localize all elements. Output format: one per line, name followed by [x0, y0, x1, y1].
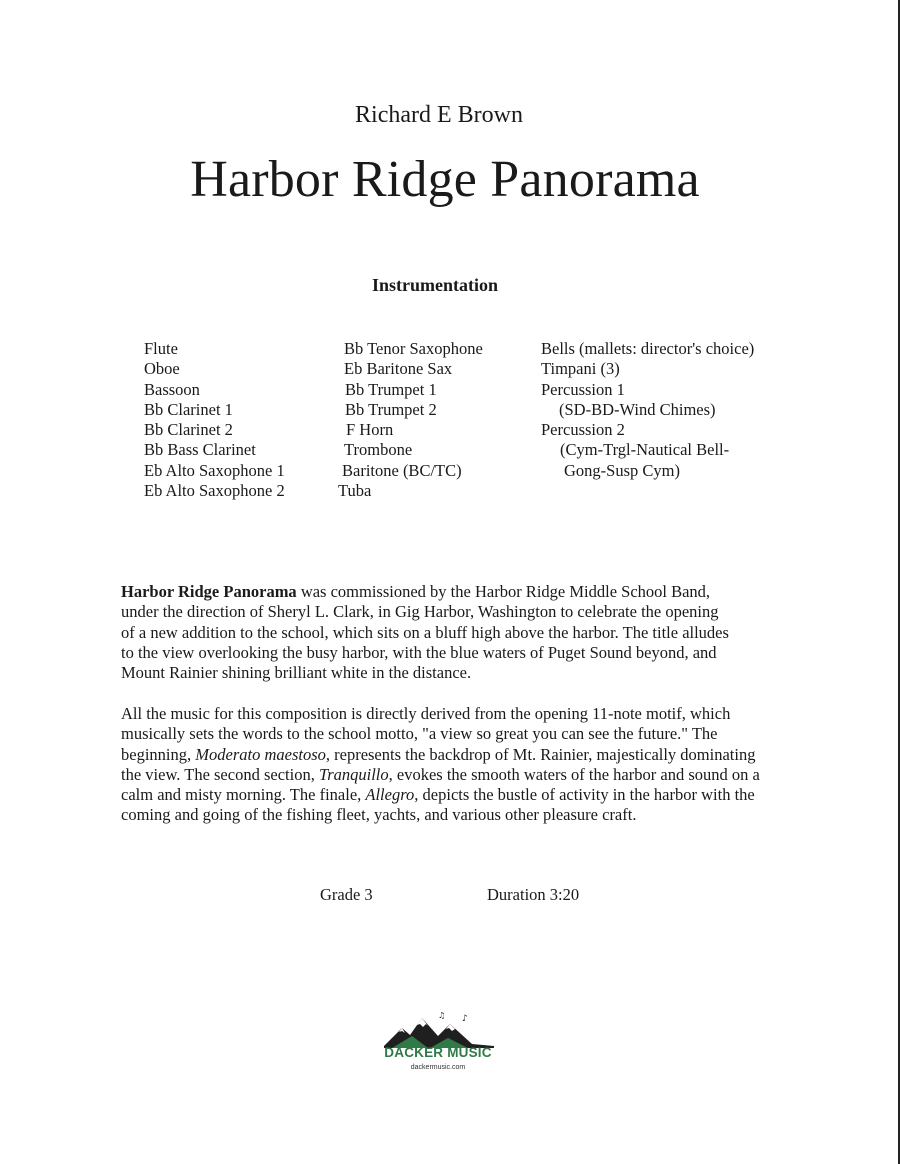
- text-line: Mount Rainier shining brilliant white in the distance.: [121, 663, 472, 683]
- instrument-item: F Horn: [346, 420, 394, 440]
- title-lead: Harbor Ridge Panorama: [121, 582, 297, 601]
- program-note-paragraph-1: [121, 582, 821, 683]
- duration-label: Duration 3:20: [487, 885, 580, 904]
- text-line: , represents the backdrop of Mt. Rainier, majestically dominating: [325, 744, 756, 764]
- instrument-item: (Cym-Trgl-Nautical Bell-: [560, 440, 730, 460]
- instrument-item: Bells (mallets: director's choice): [541, 339, 755, 358]
- text-line: under the direction of Sheryl L. Clark, in Gig Harbor, Washington to celebrate the opening: [121, 602, 719, 622]
- instrument-item: Bb Trumpet 2: [345, 399, 437, 419]
- instrument-item: Oboe: [144, 359, 180, 379]
- instrumentation-heading: Instrumentation: [371, 275, 498, 295]
- instrument-item: Percussion 2: [541, 420, 625, 440]
- text-line: , evokes the smooth waters of the harbor and sound on a: [388, 764, 760, 784]
- instrument-item: Bb Bass Clarinet: [144, 440, 256, 460]
- instrument-column-woodwinds: [144, 339, 285, 501]
- instrument-item: Bassoon: [144, 379, 200, 399]
- svg-text:♫: ♫: [438, 1011, 446, 1020]
- text-line: musically sets the words to the school motto, "a view so great you can see the future." The: [121, 724, 718, 744]
- instrument-item: Bb Trumpet 1: [345, 379, 437, 399]
- text-line: , depicts the bustle of activity in the harbor with the: [414, 785, 755, 805]
- instrument-column-brass: [338, 339, 483, 501]
- instrument-item: Trombone: [344, 440, 413, 460]
- instrument-item: Bb Tenor Saxophone: [344, 339, 483, 358]
- tempo-marking: Allegro: [365, 785, 415, 805]
- instrument-item: Eb Alto Saxophone 1: [144, 460, 285, 480]
- text-line: All the music for this composition is directly derived from the opening 11-note motif, which: [121, 704, 731, 723]
- instrument-item: Percussion 1: [541, 379, 625, 399]
- text-line: to the view overlooking the busy harbor, with the blue waters of Puget Sound beyond, and: [121, 642, 717, 662]
- instrument-item: Bb Clarinet 1: [144, 399, 233, 419]
- text-line: the view. The second section,: [121, 764, 319, 784]
- tempo-marking: Moderato maestoso: [195, 744, 326, 764]
- program-note-paragraph-2: [121, 704, 821, 826]
- instrument-item: (SD-BD-Wind Chimes): [559, 399, 716, 419]
- instrument-item: Baritone (BC/TC): [342, 460, 462, 480]
- instrument-item: Flute: [144, 339, 178, 358]
- text-line: beginning,: [121, 744, 196, 764]
- piece-title: Harbor Ridge Panorama: [190, 151, 700, 208]
- text-line: of a new addition to the school, which sits on a bluff high above the harbor. The title alludes: [121, 622, 729, 642]
- publisher-logo-name: DACKER MUSIC: [384, 1045, 492, 1060]
- text-line: calm and misty morning. The finale,: [121, 785, 366, 805]
- instrument-item: Tuba: [338, 481, 372, 501]
- instrument-item: Eb Baritone Sax: [344, 359, 453, 379]
- text-line: was commissioned by the Harbor Ridge Middle School Band,: [296, 582, 711, 601]
- instrument-item: Timpani (3): [541, 359, 620, 379]
- tempo-marking: Tranquillo: [318, 764, 389, 784]
- instrument-item: Eb Alto Saxophone 2: [144, 481, 285, 501]
- composer-name: Richard E Brown: [355, 102, 523, 128]
- publisher-logo-url: dackermusic.com: [410, 1064, 466, 1071]
- instrument-item: Gong-Susp Cym): [564, 460, 680, 480]
- grade-label: Grade 3: [320, 885, 373, 904]
- text-line: coming and going of the fishing fleet, yachts, and various other pleasure craft.: [121, 805, 637, 825]
- instrument-item: Bb Clarinet 2: [144, 420, 233, 440]
- instrument-column-percussion: [541, 339, 754, 481]
- svg-text:♪: ♪: [462, 1014, 468, 1024]
